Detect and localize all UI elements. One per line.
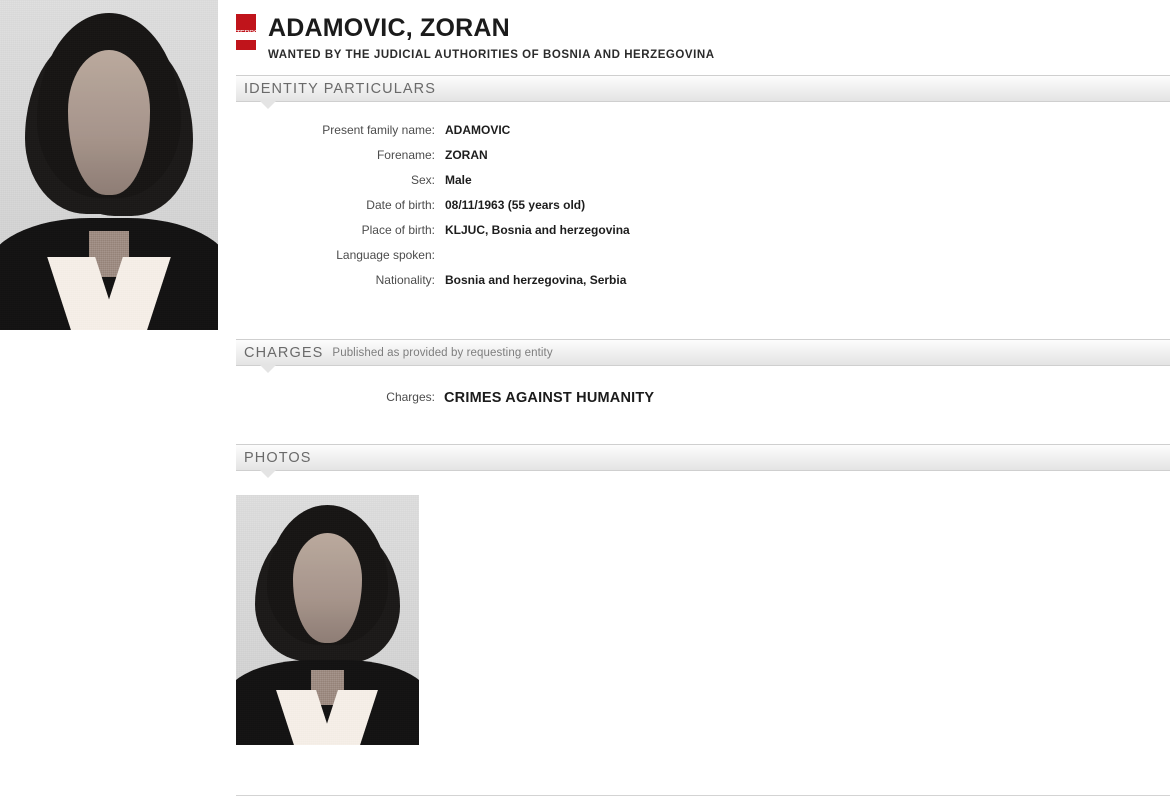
- portrait-brow-right: [119, 87, 140, 92]
- portrait-eye-left: [304, 570, 318, 576]
- photo-thumbnail[interactable]: [236, 495, 419, 745]
- field-value: 08/11/1963 (55 years old): [445, 198, 586, 212]
- field-label: Present family name:: [322, 123, 435, 137]
- field-label: Forename:: [376, 148, 435, 162]
- header-text-block: [268, 14, 715, 61]
- portrait-brow-left: [302, 561, 319, 565]
- portrait-nose: [323, 578, 332, 601]
- crest-label: INTERPOL: [229, 30, 263, 37]
- portrait-nose: [104, 109, 115, 139]
- section-title-photos: PHOTOS: [244, 449, 312, 466]
- table-row: [236, 272, 1170, 297]
- table-row: [236, 122, 1170, 147]
- charges-body: [236, 390, 1170, 406]
- field-value: KLJUC, Bosnia and herzegovina: [445, 223, 630, 237]
- page-title: ADAMOVIC, ZORAN: [268, 14, 510, 42]
- table-row: [236, 222, 1170, 247]
- portrait-brow-right: [336, 561, 353, 565]
- document-header: [229, 0, 1170, 61]
- portrait-eye-left: [81, 99, 97, 107]
- portrait-eye-right: [338, 570, 352, 576]
- portrait-mouth: [317, 609, 339, 614]
- charges-value: CRIMES AGAINST HUMANITY: [444, 390, 655, 406]
- charges-row: [236, 390, 1170, 406]
- section-title-charges: CHARGES: [244, 344, 324, 361]
- field-label: Language spoken:: [336, 248, 435, 262]
- field-value: Bosnia and herzegovina, Serbia: [445, 273, 627, 287]
- interpol-crest-icon: [229, 14, 263, 58]
- crest-bottom-band: [236, 40, 256, 50]
- section-identity-particulars: [236, 75, 1170, 297]
- identity-fields-table: [236, 122, 1170, 297]
- section-title-identity: IDENTITY PARTICULARS: [244, 80, 437, 97]
- section-note-charges: Published as provided by requesting entity: [332, 346, 553, 359]
- photos-gallery: [236, 471, 1170, 745]
- portrait-mouth: [96, 150, 122, 156]
- field-value: [444, 247, 1170, 272]
- field-label: Sex:: [410, 173, 435, 187]
- section-header-identity: [236, 75, 1170, 102]
- table-row: [236, 247, 1170, 272]
- section-header-photos: [236, 444, 1170, 471]
- table-row: [236, 197, 1170, 222]
- field-value: ADAMOVIC: [445, 123, 511, 137]
- portrait-image: [0, 0, 218, 330]
- field-label: Nationality:: [375, 273, 435, 287]
- section-charges: [236, 339, 1170, 406]
- document-content: [229, 0, 1170, 800]
- footer-divider: [236, 795, 1170, 796]
- portrait-image: [236, 495, 419, 745]
- table-row: [236, 172, 1170, 197]
- wanted-notice-text: WANTED BY THE JUDICIAL AUTHORITIES OF BOSNIA AND HERZEGOVINA: [268, 49, 715, 61]
- section-header-charges: [236, 339, 1170, 366]
- primary-mugshot-photo: [0, 0, 218, 330]
- section-photos: [236, 444, 1170, 745]
- charges-label: Charges:: [386, 390, 435, 404]
- table-row: [236, 147, 1170, 172]
- field-label: Date of birth:: [366, 198, 435, 212]
- field-value: ZORAN: [445, 148, 488, 162]
- field-label: Place of birth:: [361, 223, 435, 237]
- field-value: Male: [445, 173, 472, 187]
- portrait-brow-left: [78, 87, 99, 92]
- portrait-eye-right: [121, 99, 137, 107]
